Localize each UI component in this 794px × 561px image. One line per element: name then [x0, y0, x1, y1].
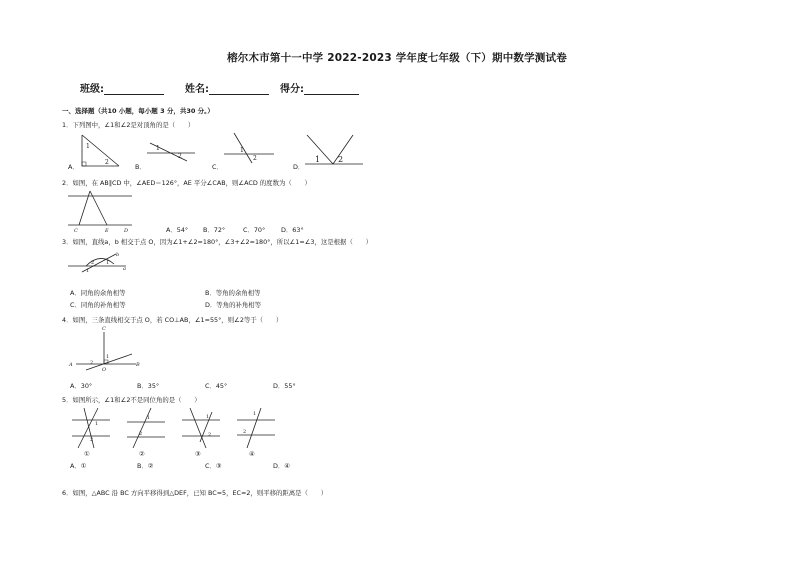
- q1-option-d: D．: [293, 163, 305, 171]
- svg-text:C: C: [74, 228, 78, 234]
- svg-text:2: 2: [139, 431, 143, 437]
- q5-figure-4-label: ④: [249, 450, 255, 458]
- q5-option-a: A．①: [70, 462, 87, 470]
- q5-figure-1: [70, 406, 112, 450]
- svg-text:1: 1: [86, 143, 90, 150]
- q3-option-d: D．等角的补角相等: [205, 301, 262, 309]
- svg-text:2: 2: [178, 153, 182, 160]
- svg-text:1: 1: [315, 155, 321, 164]
- q2-option-b: B．72°: [203, 226, 226, 234]
- q4-stem: 4．如图，三条直线相交于点 O，若 CO⊥AB，∠1=55°，则∠2等于（ ）: [62, 316, 283, 324]
- svg-text:1: 1: [156, 145, 160, 152]
- q4-option-d: D．55°: [273, 382, 296, 390]
- q1-option-c: C．: [212, 163, 223, 171]
- q2-option-c: C．70°: [243, 226, 266, 234]
- q3-figure: [66, 246, 136, 276]
- svg-text:1: 1: [86, 268, 90, 274]
- q5-option-b: B．②: [137, 462, 154, 470]
- svg-text:A: A: [69, 362, 73, 368]
- name-label: 姓名:: [185, 84, 209, 95]
- svg-text:1: 1: [147, 415, 151, 421]
- score-field: [280, 80, 359, 95]
- q5-figure-2-label: ②: [139, 450, 145, 458]
- svg-text:B: B: [136, 362, 140, 368]
- class-field: [80, 80, 164, 95]
- q4-option-c: C．45°: [205, 382, 228, 390]
- q1-option-b: B．: [135, 163, 146, 171]
- svg-text:2: 2: [338, 155, 344, 164]
- svg-text:2: 2: [91, 260, 95, 266]
- svg-text:a: a: [123, 266, 126, 272]
- svg-text:1: 1: [240, 147, 244, 154]
- svg-text:2: 2: [253, 155, 257, 162]
- q1-figure-d: [303, 130, 365, 168]
- q5-option-c: C．③: [205, 462, 222, 470]
- q5-figure-1-label: ①: [84, 450, 90, 458]
- svg-text:b: b: [116, 252, 120, 258]
- q3-option-a: A．同角的余角相等: [70, 289, 126, 297]
- svg-text:2: 2: [105, 159, 109, 166]
- q5-option-d: D．④: [273, 462, 291, 470]
- q4-figure: [66, 324, 146, 372]
- q1-stem: 1．下列图中，∠1和∠2是对顶角的是（ ）: [62, 121, 195, 129]
- score-label: 得分:: [280, 84, 304, 95]
- q4-option-a: A．30°: [70, 382, 93, 390]
- q1-option-a: A．: [68, 163, 79, 171]
- svg-text:2: 2: [208, 432, 212, 438]
- q5-figure-3-label: ③: [195, 450, 201, 458]
- name-blank: [209, 83, 269, 95]
- section-choice-heading: 一、选择题（共10 小题，每小题 3 分，共30 分。）: [62, 107, 214, 115]
- score-blank: [304, 83, 359, 95]
- class-label: 班级:: [80, 84, 104, 95]
- svg-text:1: 1: [106, 260, 110, 266]
- q1-figure-a: [75, 132, 135, 172]
- q1-figure-b: [145, 138, 200, 168]
- svg-text:1: 1: [253, 411, 257, 417]
- name-field: [185, 80, 269, 95]
- q3-option-b: B．等角的余角相等: [205, 289, 261, 297]
- q2-option-d: D．63°: [281, 226, 304, 234]
- q5-figure-3: [180, 406, 222, 450]
- svg-text:1: 1: [95, 421, 99, 427]
- svg-text:2: 2: [90, 437, 94, 443]
- svg-text:O: O: [102, 367, 107, 372]
- svg-text:1: 1: [106, 354, 110, 360]
- svg-text:C: C: [102, 326, 106, 332]
- page-title: 榕尔木市第十一中学 2022-2023 学年度七年级（下）期中数学测试卷: [227, 52, 567, 64]
- class-blank: [104, 83, 164, 95]
- svg-text:1: 1: [206, 414, 210, 420]
- q2-stem: 2．如图，在 AB∥CD 中，∠AED＝126°，AE 平分∠CAB，则∠ACD 的度数为（ ）: [62, 179, 311, 187]
- q3-option-c: C．同角的补角相等: [70, 301, 126, 309]
- q5-stem: 5．如图所示，∠1和∠2不是同位角的是（ ）: [62, 396, 201, 404]
- q2-option-a: A．54°: [166, 226, 189, 234]
- q6-stem: 6．如图，△ABC 沿 BC 方向平移得到△DEF，已知 BC=5，EC=2，则平移的距离是（ ）: [62, 489, 328, 497]
- svg-text:2: 2: [90, 360, 94, 366]
- svg-text:D: D: [124, 228, 129, 234]
- q5-figure-2: [125, 406, 167, 450]
- q1-figure-c: [222, 130, 277, 168]
- q2-figure: [66, 186, 136, 234]
- q4-option-b: B．35°: [137, 382, 160, 390]
- svg-text:2: 2: [243, 429, 247, 435]
- q3-stem: 3．如图，直线a，b 相交于点 O，因为∠1+∠2=180°，∠3+∠2=180°，所以∠1=∠3，这是根据（ ）: [62, 238, 373, 246]
- svg-text:E: E: [105, 228, 109, 234]
- q5-figure-4: [235, 406, 277, 450]
